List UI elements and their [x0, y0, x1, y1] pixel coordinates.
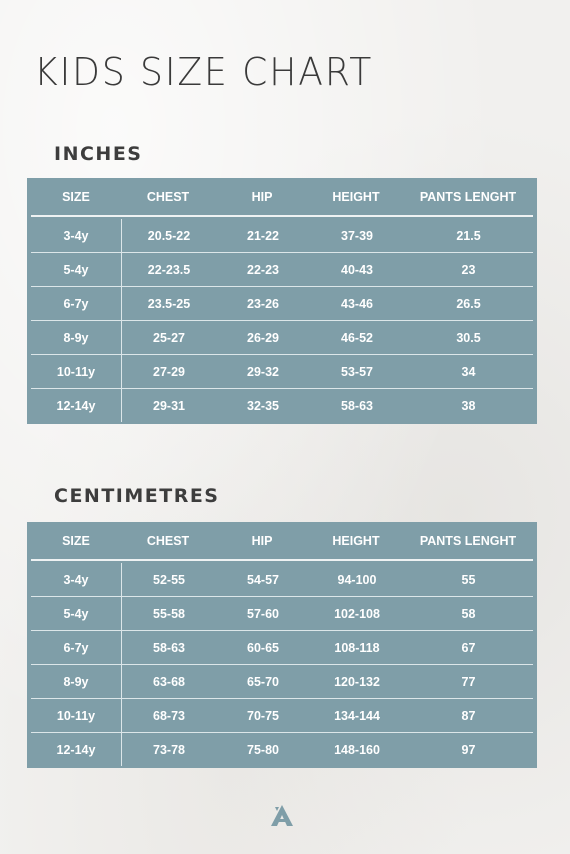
cell-hip: 29-32 [247, 364, 279, 379]
cell-pants-length: 23 [461, 262, 476, 277]
table-row [31, 631, 533, 665]
cell-chest: 29-31 [153, 398, 185, 413]
cell-height: 108-118 [334, 640, 380, 655]
table-row [31, 287, 533, 321]
column-header-size: SIZE [62, 533, 90, 548]
cell-hip: 60-65 [247, 640, 279, 655]
cell-size: 10-11y [31, 355, 122, 388]
cell-size: 3-4y [31, 563, 122, 596]
cell-pants-length: 67 [461, 640, 476, 655]
cell-chest: 68-73 [153, 708, 185, 723]
cell-height: 94-100 [337, 572, 377, 587]
centimetres-size-table [27, 522, 537, 768]
cell-pants-length: 34 [461, 364, 476, 379]
cell-hip: 21-22 [247, 228, 279, 243]
column-header-chest: CHEST [146, 533, 190, 548]
cell-hip: 22-23 [247, 262, 279, 277]
column-header-size: SIZE [62, 189, 90, 204]
cell-hip: 75-80 [247, 742, 279, 757]
table-body [27, 561, 537, 766]
cell-height: 37-39 [341, 228, 373, 243]
cell-pants-length: 97 [461, 742, 476, 757]
table-row [31, 355, 533, 389]
cell-chest: 20.5-22 [147, 228, 191, 243]
cell-hip: 26-29 [247, 330, 279, 345]
cell-size: 12-14y [31, 389, 122, 422]
column-header-chest: CHEST [146, 189, 190, 204]
cell-pants-length: 26.5 [456, 296, 481, 311]
cell-size: 12-14y [31, 733, 122, 766]
cell-height: 40-43 [341, 262, 373, 277]
cell-pants-length: 55 [461, 572, 476, 587]
column-header-pants-length: PANTS LENGHT [419, 533, 517, 548]
cell-height: 120-132 [334, 674, 380, 689]
cell-chest: 25-27 [153, 330, 185, 345]
table-row [31, 253, 533, 287]
cell-pants-length: 87 [461, 708, 476, 723]
cell-size: 8-9y [31, 321, 122, 354]
cell-pants-length: 21.5 [456, 228, 481, 243]
cell-pants-length: 58 [461, 606, 476, 621]
cell-chest: 63-68 [153, 674, 185, 689]
cell-chest: 55-58 [153, 606, 185, 621]
table-row [31, 699, 533, 733]
cell-pants-length: 77 [461, 674, 476, 689]
table-row [31, 563, 533, 597]
table-header-row [31, 522, 533, 561]
cell-size: 6-7y [31, 631, 122, 664]
cell-size: 5-4y [31, 597, 122, 630]
inches-section-title: INCHES [54, 143, 143, 165]
column-header-hip: HIP [251, 189, 273, 204]
cell-chest: 27-29 [153, 364, 185, 379]
cell-size: 10-11y [31, 699, 122, 732]
table-header-row [31, 178, 533, 217]
table-row [31, 389, 533, 422]
centimetres-section-title: CENTIMETRES [54, 485, 220, 507]
table-body [27, 217, 537, 422]
cell-pants-length: 38 [461, 398, 476, 413]
cell-height: 58-63 [341, 398, 373, 413]
table-row [31, 597, 533, 631]
column-header-hip: HIP [251, 533, 273, 548]
cell-height: 53-57 [341, 364, 373, 379]
cell-height: 46-52 [341, 330, 373, 345]
cell-height: 148-160 [334, 742, 380, 757]
page-title: KIDS SIZE CHART [34, 50, 374, 94]
cell-chest: 52-55 [153, 572, 185, 587]
cell-hip: 54-57 [247, 572, 279, 587]
brand-a-logo-icon [270, 803, 294, 827]
cell-hip: 32-35 [247, 398, 279, 413]
column-header-pants-length: PANTS LENGHT [419, 189, 517, 204]
cell-size: 5-4y [31, 253, 122, 286]
cell-size: 3-4y [31, 219, 122, 252]
table-row [31, 321, 533, 355]
column-header-height: HEIGHT [332, 189, 380, 204]
cell-height: 102-108 [334, 606, 380, 621]
cell-chest: 23.5-25 [147, 296, 191, 311]
cell-hip: 65-70 [247, 674, 279, 689]
cell-hip: 70-75 [247, 708, 279, 723]
table-row [31, 665, 533, 699]
table-row [31, 219, 533, 253]
cell-chest: 73-78 [153, 742, 185, 757]
cell-hip: 23-26 [247, 296, 279, 311]
cell-size: 8-9y [31, 665, 122, 698]
cell-chest: 58-63 [153, 640, 185, 655]
inches-size-table [27, 178, 537, 424]
cell-pants-length: 30.5 [456, 330, 481, 345]
column-header-height: HEIGHT [332, 533, 380, 548]
cell-size: 6-7y [31, 287, 122, 320]
cell-height: 43-46 [341, 296, 373, 311]
cell-hip: 57-60 [247, 606, 279, 621]
cell-chest: 22-23.5 [147, 262, 191, 277]
cell-height: 134-144 [334, 708, 380, 723]
table-row [31, 733, 533, 766]
